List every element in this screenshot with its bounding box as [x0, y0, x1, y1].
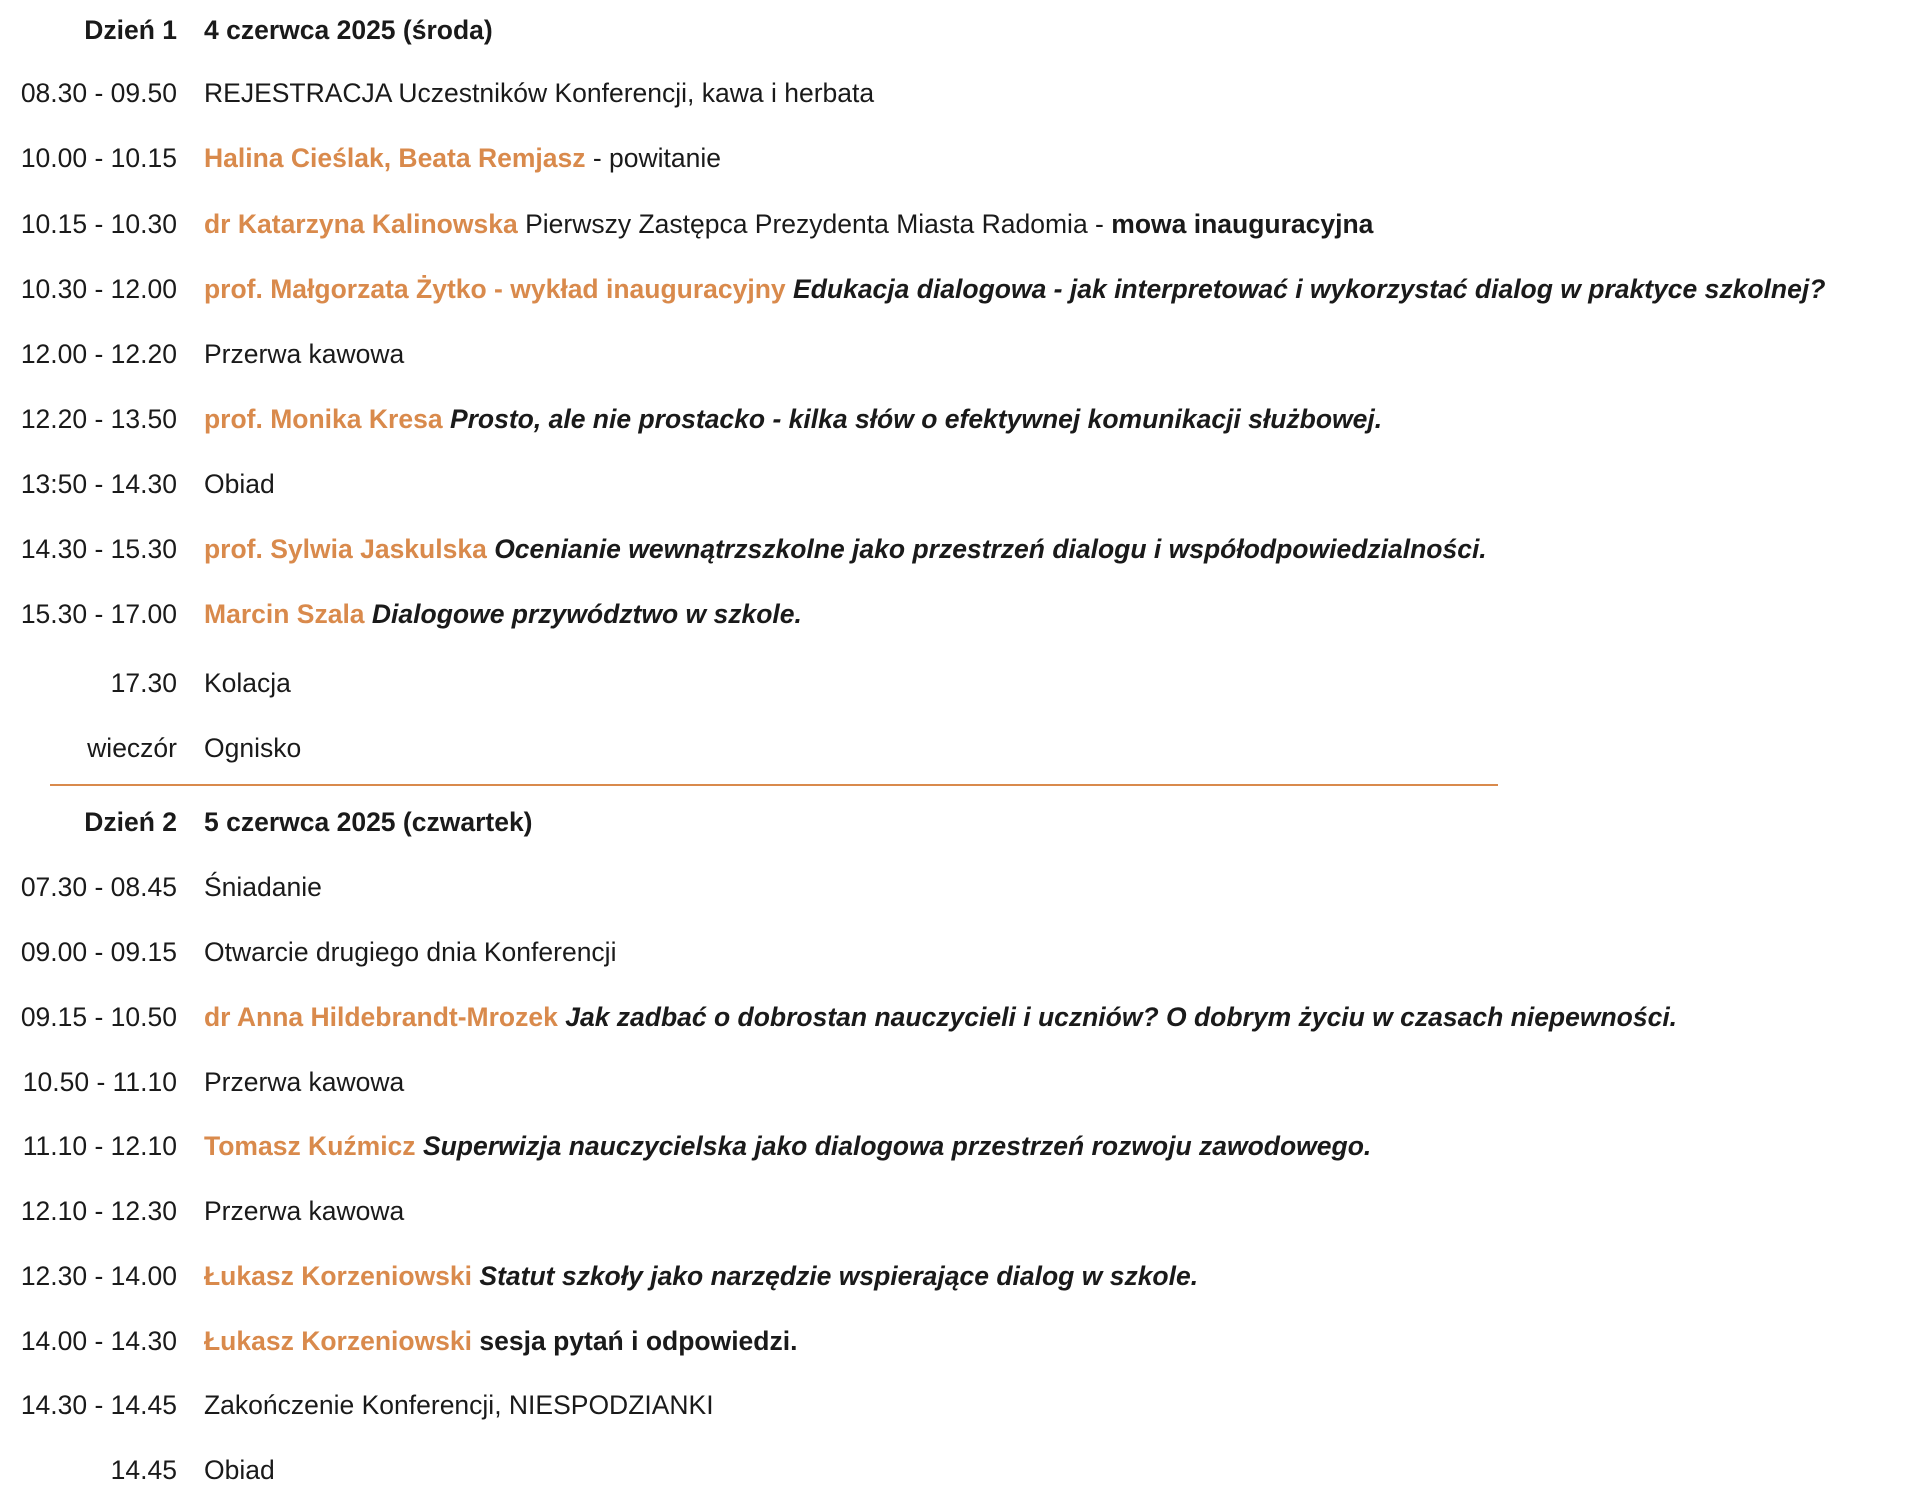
session-text	[204, 1196, 404, 1227]
time-slot: 14.30 - 15.30	[20, 533, 177, 564]
session-text	[204, 733, 301, 764]
time-slot: 12.00 - 12.20	[20, 338, 177, 369]
session-text	[204, 1067, 404, 1098]
session-text	[204, 534, 1487, 565]
description-text: Obiad	[204, 1454, 275, 1485]
schedule-row	[0, 1450, 1920, 1490]
session-text	[204, 143, 721, 174]
time-slot: 15.30 - 17.00	[20, 598, 177, 629]
talk-title: Prosto, ale nie prostacko - kilka słów o efektywnej komunikacji służbowej.	[449, 403, 1383, 434]
schedule-row	[0, 663, 1920, 703]
session-text	[204, 209, 1373, 240]
talk-title: Ocenianie wewnątrzszkolne jako przestrzeń dialogu i współodpowiedzialności.	[494, 533, 1487, 564]
day2-header	[0, 802, 1920, 842]
day2-date: 5 czerwca 2025 (czwartek)	[204, 806, 533, 837]
time-slot: 13:50 - 14.30	[20, 468, 177, 499]
day1-label: Dzień 1	[84, 14, 177, 45]
session-text	[204, 1455, 275, 1486]
day1-date: 4 czerwca 2025 (środa)	[204, 14, 493, 45]
session-text	[204, 78, 874, 109]
time-slot: 10.15 - 10.30	[20, 208, 177, 239]
talk-title: Statut szkoły jako narzędzie wspierające dialog w szkole.	[479, 1260, 1199, 1291]
time-slot: 12.30 - 14.00	[20, 1260, 177, 1291]
description-text	[443, 404, 450, 434]
time-slot: 09.15 - 10.50	[20, 1001, 177, 1032]
time-slot: 07.30 - 08.45	[20, 871, 177, 902]
speaker-name: Marcin Szala	[204, 598, 365, 629]
schedule-row	[0, 269, 1920, 309]
schedule-row	[0, 334, 1920, 374]
schedule-row	[0, 1321, 1920, 1361]
schedule-row	[0, 464, 1920, 504]
talk-title: Dialogowe przywództwo w szkole.	[371, 598, 802, 629]
speaker-name: prof. Małgorzata Żytko - wykład inauguracyjny	[204, 273, 786, 304]
description-text	[786, 274, 793, 304]
session-text	[204, 599, 802, 630]
time-slot: 10.00 - 10.15	[20, 142, 177, 173]
time-slot: 12.20 - 13.50	[20, 403, 177, 434]
schedule-row	[0, 867, 1920, 907]
description-text: Obiad	[204, 468, 275, 499]
day1-header	[0, 10, 1920, 50]
session-text	[204, 1261, 1198, 1292]
time-slot: 17.30	[110, 667, 177, 698]
emphasis-text: sesja pytań i odpowiedzi.	[479, 1325, 798, 1356]
day-divider	[50, 784, 1498, 786]
description-text: Śniadanie	[204, 871, 322, 902]
session-text	[204, 668, 291, 699]
session-text	[204, 1326, 797, 1357]
session-text	[204, 274, 1825, 305]
talk-title: Jak zadbać o dobrostan nauczycieli i uczniów? O dobrym życiu w czasach niepewności.	[565, 1001, 1678, 1032]
speaker-name: Halina Cieślak, Beata Remjasz	[204, 142, 586, 173]
schedule-row	[0, 997, 1920, 1037]
session-text	[204, 1002, 1677, 1033]
time-slot: 11.10 - 12.10	[22, 1130, 177, 1161]
time-slot: 14.45	[110, 1454, 177, 1485]
emphasis-text: mowa inauguracyjna	[1111, 208, 1374, 239]
schedule-row	[0, 1256, 1920, 1296]
speaker-name: Łukasz Korzeniowski	[204, 1260, 473, 1291]
description-text: Przerwa kawowa	[204, 1066, 405, 1097]
time-slot: 12.10 - 12.30	[20, 1195, 177, 1226]
time-slot: 10.50 - 11.10	[22, 1066, 177, 1097]
talk-title: Edukacja dialogowa - jak interpretować i wykorzystać dialog w praktyce szkolnej?	[793, 273, 1826, 304]
time-slot: 09.00 - 09.15	[20, 936, 177, 967]
schedule-row	[0, 529, 1920, 569]
time-slot: 08.30 - 09.50	[20, 77, 177, 108]
speaker-name: Tomasz Kuźmicz	[204, 1130, 416, 1161]
schedule-row	[0, 399, 1920, 439]
schedule-row	[0, 728, 1920, 768]
description-text	[365, 599, 372, 629]
session-text	[204, 872, 322, 903]
session-text	[204, 1390, 714, 1421]
description-text: Otwarcie drugiego dnia Konferencji	[204, 936, 617, 967]
day2-label: Dzień 2	[84, 806, 177, 837]
schedule-row	[0, 932, 1920, 972]
description-text	[416, 1131, 423, 1161]
description-text: Zakończenie Konferencji, NIESPODZIANKI	[204, 1389, 714, 1420]
speaker-name: Łukasz Korzeniowski	[204, 1325, 473, 1356]
schedule-row	[0, 594, 1920, 634]
time-slot: wieczór	[87, 732, 177, 763]
speaker-name: prof. Sylwia Jaskulska	[204, 533, 487, 564]
description-text: REJESTRACJA Uczestników Konferencji, kawa i herbata	[204, 77, 875, 108]
schedule-row	[0, 73, 1920, 113]
session-text	[204, 339, 404, 370]
talk-title: Superwizja nauczycielska jako dialogowa przestrzeń rozwoju zawodowego.	[422, 1130, 1372, 1161]
session-text	[204, 937, 616, 968]
time-slot: 14.00 - 14.30	[20, 1325, 177, 1356]
description-text: Ognisko	[204, 732, 302, 763]
time-slot: 10.30 - 12.00	[20, 273, 177, 304]
description-text: Kolacja	[204, 667, 291, 698]
schedule-row	[0, 1385, 1920, 1425]
speaker-name: prof. Monika Kresa	[204, 403, 443, 434]
description-text: - powitanie	[585, 142, 722, 173]
time-slot: 14.30 - 14.45	[20, 1389, 177, 1420]
schedule-row	[0, 138, 1920, 178]
speaker-name: dr Anna Hildebrandt-Mrozek	[204, 1001, 558, 1032]
schedule-row	[0, 1191, 1920, 1231]
description-text: Przerwa kawowa	[204, 1195, 405, 1226]
schedule-row	[0, 1126, 1920, 1166]
speaker-name: dr Katarzyna Kalinowska	[204, 208, 518, 239]
session-text	[204, 1131, 1371, 1162]
description-text: Pierwszy Zastępca Prezydenta Miasta Radomia -	[517, 208, 1112, 239]
session-text	[204, 469, 275, 500]
session-text	[204, 404, 1382, 435]
schedule-row	[0, 1062, 1920, 1102]
description-text: Przerwa kawowa	[204, 338, 405, 369]
schedule-row	[0, 204, 1920, 244]
